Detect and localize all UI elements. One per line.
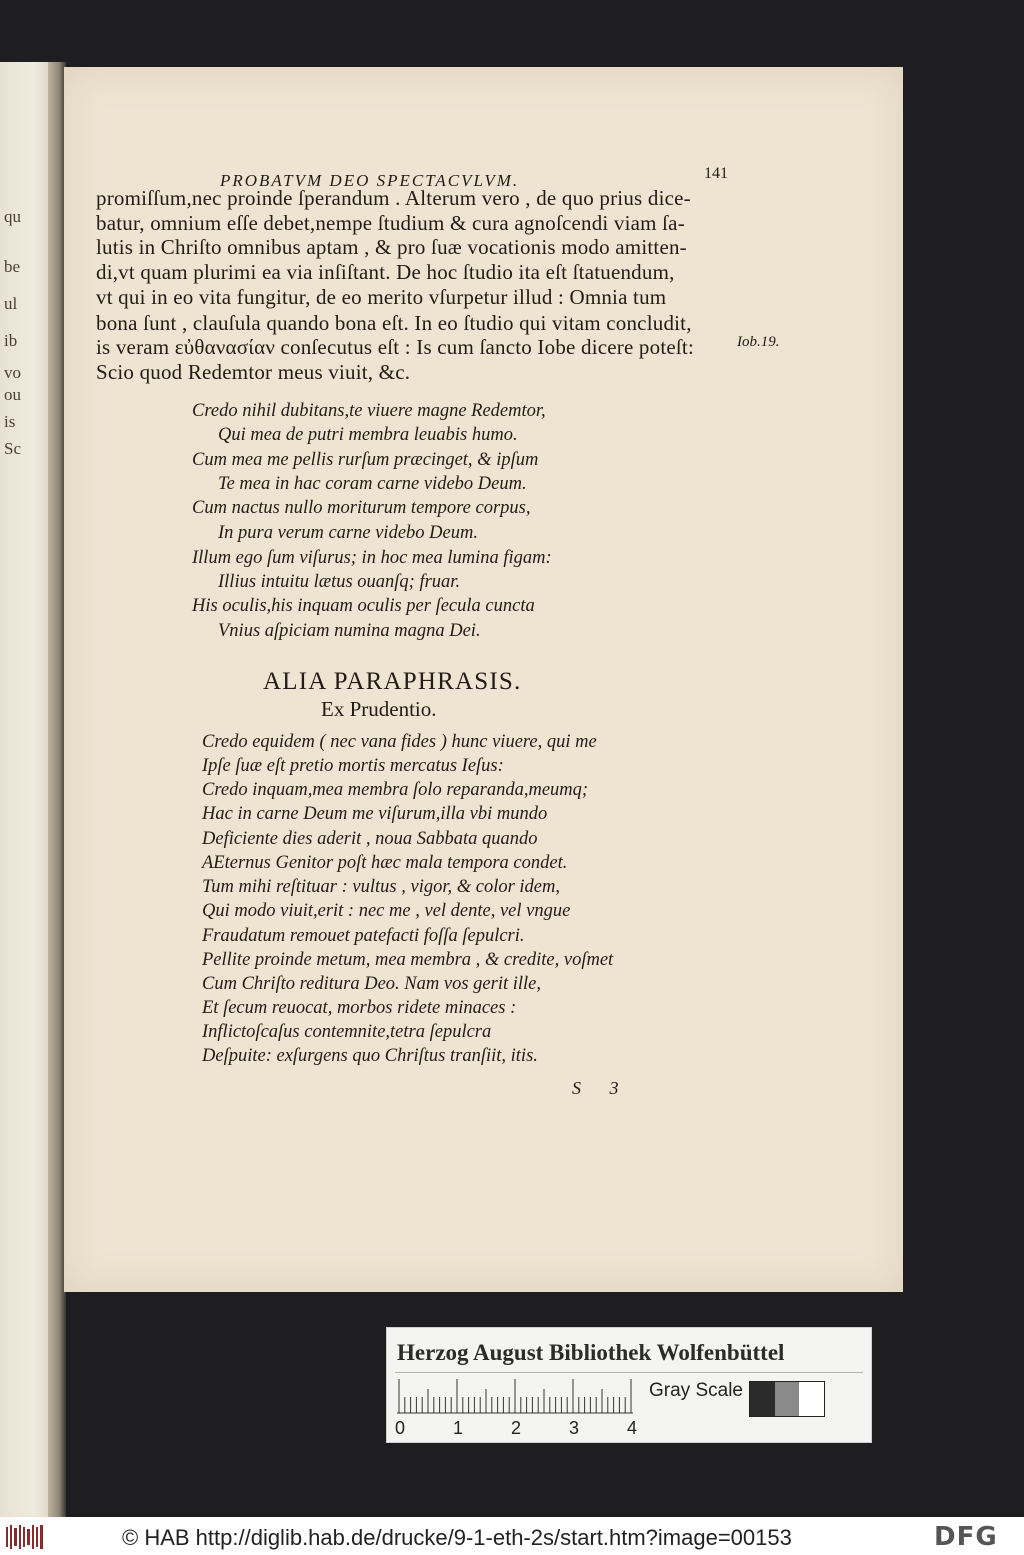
prose-line: batur, omnium eſſe debet,nempe ſtudium & cura agnoſcendi viam ſa-	[96, 211, 685, 235]
prose-line: vt qui in eo vita fungitur, de eo merito vſurpetur illud : Omnia tum	[96, 285, 667, 309]
plate-divider	[395, 1372, 863, 1373]
verse-line: Fraudatum remouet patefacti foſſa ſepulcri.	[202, 926, 525, 946]
library-scale-plate	[386, 1327, 872, 1443]
previous-page-fragment: ul	[4, 294, 18, 313]
section-heading: ALIA PARAPHRASIS.	[263, 668, 522, 695]
ruler-icon	[397, 1378, 633, 1414]
verse-line: Hac in carne Deum me viſurum,illa vbi mundo	[202, 804, 548, 824]
verse-line: Cum nactus nullo moriturum tempore corpus,	[192, 498, 531, 518]
previous-page-fragment: is	[4, 412, 16, 431]
verse-line: Vnius aſpiciam numina magna Dei.	[218, 621, 481, 641]
verse-line: Cum mea me pellis rurſum præcinget, & ipſum	[192, 450, 539, 470]
verse-line: Credo inquam,mea membra ſolo reparanda,meumq;	[202, 780, 589, 800]
prose-line: is veram εὐθανασίαν conſecutus eſt : Is cum ſancto Iobe dicere poteſt:	[96, 335, 694, 359]
ruler-digit: 1	[453, 1418, 464, 1438]
ruler-digit: 0	[395, 1418, 406, 1438]
running-head: PROBATVM DEO SPECTACVLVM.	[220, 171, 520, 190]
verse-line: Ipſe ſuæ eſt pretio mortis mercatus Ieſus:	[202, 756, 504, 776]
verse-line: Cum Chriſto reditura Deo. Nam vos gerit ille,	[202, 974, 541, 994]
verse-line: Te mea in hac coram carne videbo Deum.	[218, 474, 527, 494]
verse-line: In pura verum carne videbo Deum.	[218, 523, 478, 543]
previous-page-fragment: Sc	[4, 439, 21, 458]
ruler-digit: 3	[569, 1418, 580, 1438]
previous-page-fragment: qu	[4, 207, 21, 226]
previous-page-fragment: ib	[4, 331, 18, 350]
verse-line: AEternus Genitor poſt hæc mala tempora condet.	[202, 853, 568, 873]
verse-line: Pellite proinde metum, mea membra , & credite, voſmet	[202, 950, 614, 970]
prose-line: promiſſum,nec proinde ſperandum . Alterum vero , de quo prius dice-	[96, 186, 691, 210]
verse-line: Credo nihil dubitans,te viuere magne Redemtor,	[192, 401, 546, 421]
section-subheading: Ex Prudentio.	[321, 697, 437, 721]
marginal-note: Iob.19.	[737, 334, 780, 350]
prose-line: di,vt quam plurimi ea via inſiſtant. De hoc ſtudio ita eſt ſtatuendum,	[96, 260, 675, 284]
previous-page-fragment: ou	[4, 385, 21, 404]
verse-line: Illum ego ſum viſurus; in hoc mea lumina figam:	[192, 548, 552, 568]
prose-line: lutis in Chriſto omnibus aptam , & pro ſuæ vocationis modo amitten-	[96, 235, 687, 259]
verse-line: Credo equidem ( nec vana fides ) hunc viuere, qui me	[202, 732, 597, 752]
gray-swatch-light	[799, 1382, 824, 1416]
gray-swatch-mid	[775, 1382, 800, 1416]
signature-mark: S 3	[572, 1078, 631, 1098]
verse-line: Qui modo viuit,erit : nec me , vel dente, vel vngue	[202, 901, 571, 921]
verse-line: His oculis,his inquam oculis per ſecula cuncta	[192, 596, 535, 616]
verse-line: Deficiente dies aderit , noua Sabbata quando	[202, 829, 538, 849]
gray-swatch-dark	[750, 1382, 775, 1416]
ruler-digit: 2	[511, 1418, 522, 1438]
verse-line: Et ſecum reuocat, morbos ridete minaces :	[202, 998, 517, 1018]
gray-scale-swatches	[749, 1381, 825, 1417]
library-name: Herzog August Bibliothek Wolfenbüttel	[397, 1340, 785, 1365]
dfg-logo: DFG	[934, 1522, 998, 1552]
prose-line: bona ſunt , clauſula quando bona eſt. In eo ſtudio qui vitam concludit,	[96, 311, 692, 335]
folio-number: 141	[704, 165, 728, 182]
verse-line: Inflictoſcaſus contemnite,tetra ſepulcra	[202, 1022, 492, 1042]
copyright-link[interactable]: © HAB http://diglib.hab.de/drucke/9-1-eth-2s/start.htm?image=00153	[122, 1525, 792, 1550]
book-page	[64, 67, 903, 1292]
previous-page-fragment: be	[4, 257, 21, 276]
verse-line: Deſpuite: exſurgens quo Chriſtus tranſiit, itis.	[202, 1046, 538, 1066]
footer-bar	[0, 1517, 1024, 1555]
verse-line: Illius intuitu lætus ouanſq; fruar.	[218, 572, 461, 592]
ruler-digit: 4	[627, 1418, 638, 1438]
previous-page-fragment: vo	[4, 363, 21, 382]
barcode-icon	[6, 1525, 46, 1549]
verse-line: Tum mihi reſtituar : vultus , vigor, & color idem,	[202, 877, 561, 897]
gray-scale-label: Gray Scale	[649, 1380, 743, 1401]
verse-line: Qui mea de putri membra leuabis humo.	[218, 425, 518, 445]
prose-line: Scio quod Redemtor meus viuit, &c.	[96, 360, 411, 384]
